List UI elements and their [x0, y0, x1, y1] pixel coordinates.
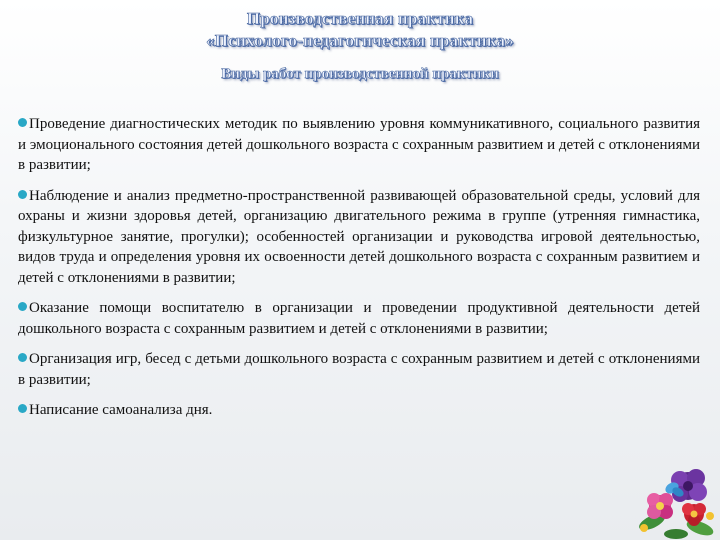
- list-item: [18, 400, 700, 421]
- list-item-text: Наблюдение и анализ предметно-пространственной развивающей образовательной среды, условий для охраны и жизни здоровья детей, организацию двигательного режима в группе (утренняя гимнастика, физкультурное занятие, прогулки); особенностей организации и руководства игровой деятельностью, видов труда и определения уровня их освоенности детей дошкольного возраста с сохранным развитием и детей с отклонениями в развитии;: [18, 187, 700, 286]
- list-item: [18, 114, 700, 176]
- work-types-list: [18, 114, 700, 431]
- list-item: [18, 349, 700, 390]
- list-item: [18, 186, 700, 289]
- circle-bullet-icon: [18, 302, 27, 311]
- list-item-text: Проведение диагностических методик по выявлению уровня коммуникативного, социального развития и эмоционального состояния детей дошкольного возраста с сохранным развитием и детей с отклонениями в развитии;: [18, 116, 700, 173]
- title-block: [0, 8, 720, 52]
- circle-bullet-icon: [18, 118, 27, 127]
- list-item-text: Оказание помощи воспитателю в организации и проведении продуктивной деятельности детей дошкольного возраста с сохранным развитием и детей с отклонениями в развитии;: [18, 300, 700, 337]
- circle-bullet-icon: [18, 404, 27, 413]
- list-item-text: Организация игр, бесед с детьми дошкольного возраста с сохранным развитием и детей с отклонениями в развитии;: [18, 351, 700, 388]
- list-item-text: Написание самоанализа дня.: [29, 402, 213, 418]
- section-subtitle: Виды работ производственной практики: [221, 66, 499, 82]
- circle-bullet-icon: [18, 353, 27, 362]
- list-item: [18, 298, 700, 339]
- circle-bullet-icon: [18, 190, 27, 199]
- flower-bouquet-icon: [630, 462, 720, 540]
- page-title-line-1: Производственная практика: [246, 9, 474, 28]
- page-title-line-2: «Психолого-педагогическая практика»: [206, 31, 514, 50]
